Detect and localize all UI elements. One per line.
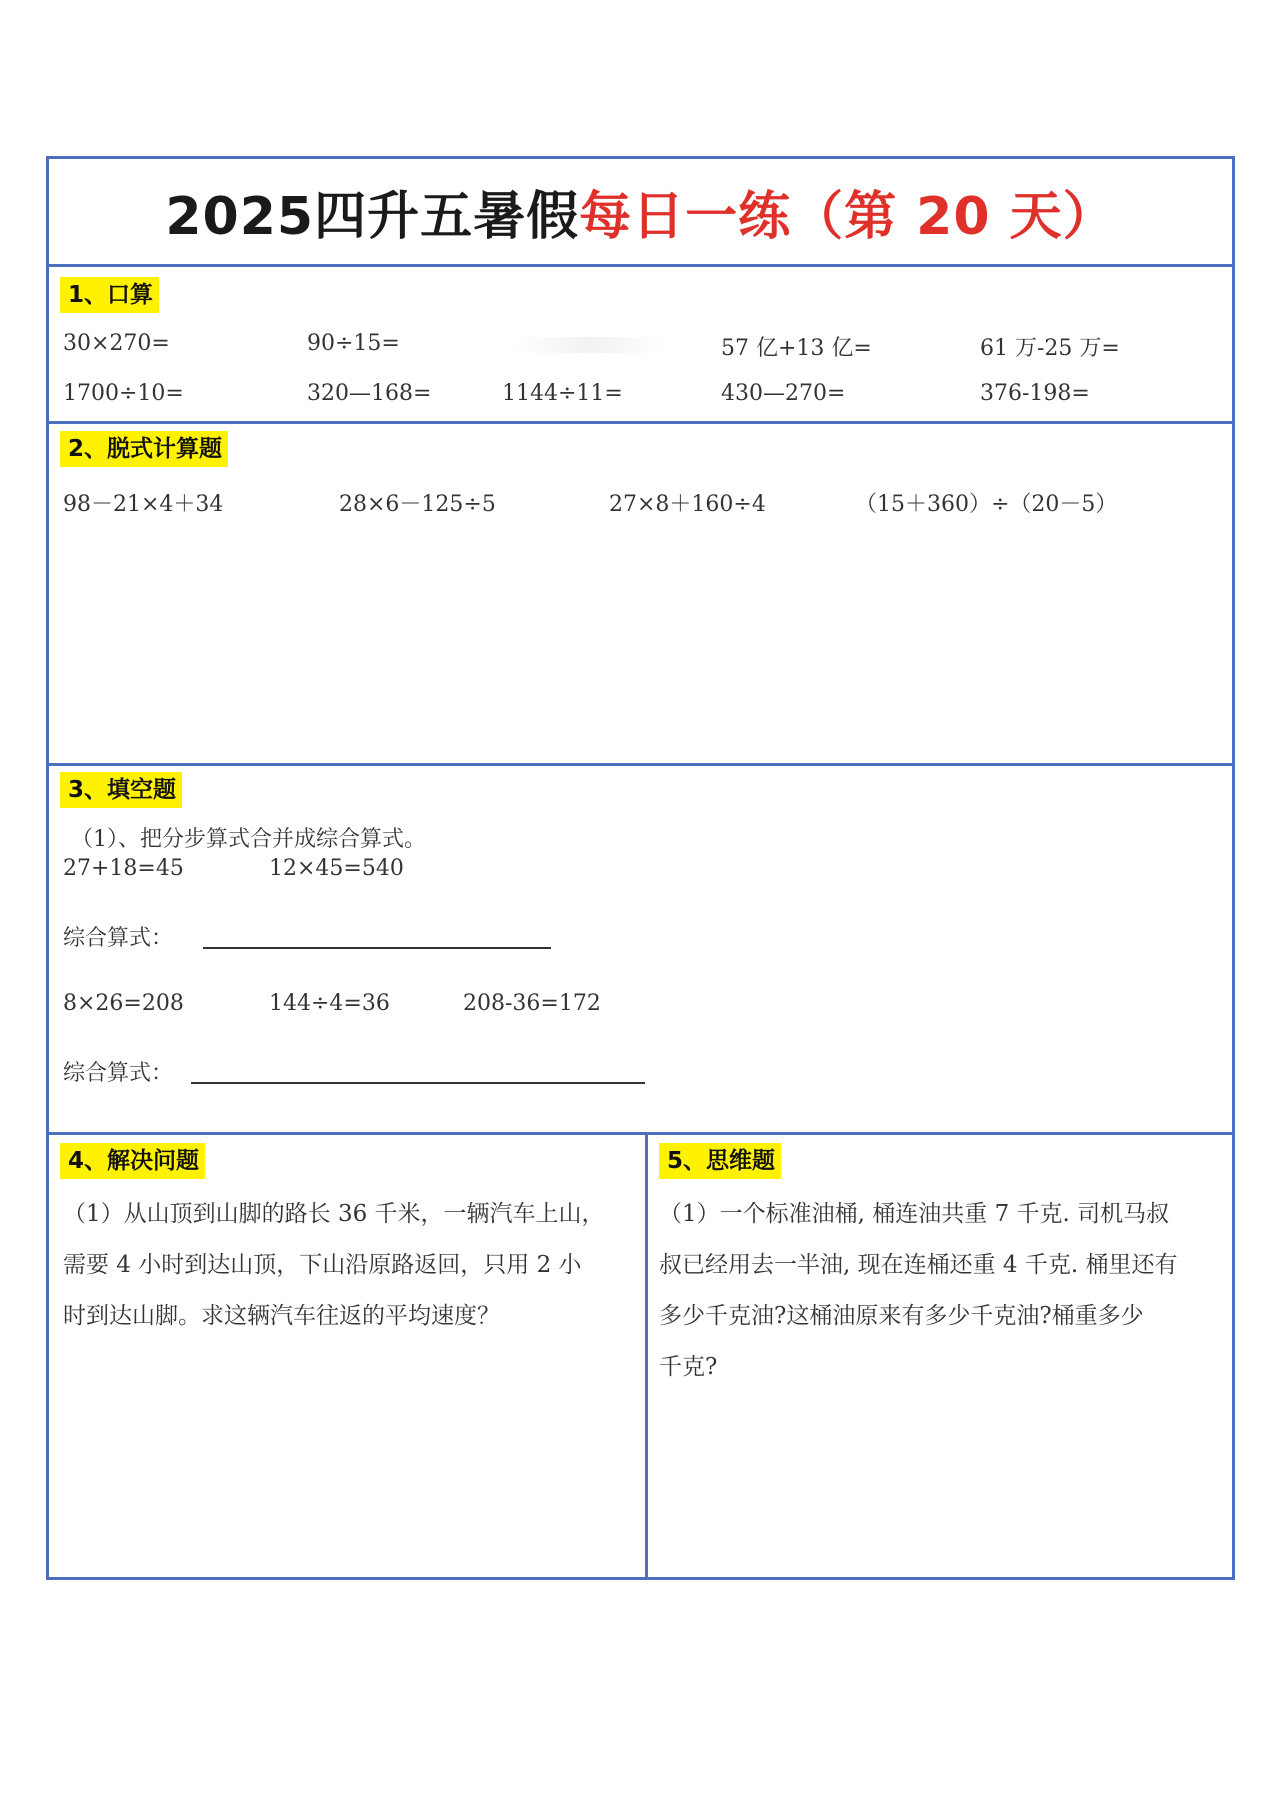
combined-label: 综合算式：: [63, 926, 174, 951]
problem-line: 时到达山脚。求这辆汽车往返的平均速度？: [63, 1303, 500, 1329]
title-main: 2025四升五暑假: [165, 187, 580, 247]
section-2-heading: 2、脱式计算题: [60, 431, 228, 467]
problem-line: 叔已经用去一半油, 现在连桶还重 4 千克. 桶里还有: [659, 1252, 1178, 1278]
problem-line: （1）从山顶到山脚的路长 36 千米，一辆汽车上山，: [63, 1201, 605, 1227]
expression-item: 27×8＋160÷4: [609, 492, 766, 517]
section-3-heading: 3、填空题: [60, 772, 182, 808]
oral-calc-item: 1700÷10=: [63, 381, 184, 406]
divider: [49, 264, 1232, 267]
oral-calc-item: 90÷15=: [307, 331, 400, 356]
worksheet-frame: [46, 156, 1235, 1580]
erased-area: [515, 337, 665, 353]
answer-blank[interactable]: [191, 1082, 645, 1084]
problem-line: 千克?: [659, 1354, 718, 1380]
problem-text: [63, 1189, 605, 1342]
step-equation: 8×26=208: [63, 991, 184, 1016]
problem-line: （1）一个标准油桶, 桶连油共重 7 千克. 司机马叔: [659, 1201, 1170, 1227]
section-5-heading: 5、思维题: [659, 1143, 781, 1179]
fill-instruction: （1）、把分步算式合并成综合算式。: [71, 827, 426, 852]
expression-item: 98－21×4＋34: [63, 492, 224, 517]
divider: [49, 1132, 1232, 1135]
section-4-heading: 4、解决问题: [60, 1143, 205, 1179]
divider: [49, 763, 1232, 766]
oral-calc-item: 376-198=: [980, 381, 1090, 406]
title-day: 每日一练（第 20 天）: [579, 187, 1116, 247]
problem-line: 需要 4 小时到达山顶，下山沿原路返回，只用 2 小: [63, 1252, 582, 1278]
combined-label: 综合算式：: [63, 1061, 174, 1086]
oral-calc-item: 57 亿+13 亿=: [721, 336, 872, 361]
expression-item: （15＋360）÷（20－5）: [855, 492, 1118, 517]
step-equation: 12×45=540: [269, 856, 404, 881]
worksheet-title: [49, 159, 1232, 264]
oral-calc-item: 30×270=: [63, 331, 170, 356]
divider: [49, 421, 1232, 424]
thinking-problem-text: [659, 1189, 1178, 1393]
oral-calc-item: 430—270=: [721, 381, 846, 406]
problem-line: 多少千克油?这桶油原来有多少千克油?桶重多少: [659, 1303, 1144, 1329]
step-equation: 27+18=45: [63, 856, 184, 881]
answer-blank[interactable]: [203, 947, 551, 949]
oral-calc-item: 1144÷11=: [502, 381, 623, 406]
step-equation: 144÷4=36: [269, 991, 390, 1016]
oral-calc-item: 61 万-25 万=: [980, 336, 1120, 361]
expression-item: 28×6－125÷5: [339, 492, 496, 517]
column-divider: [645, 1132, 648, 1580]
step-equation: 208-36=172: [463, 991, 601, 1016]
oral-calc-item: 320—168=: [307, 381, 432, 406]
section-1-heading: 1、口算: [60, 277, 159, 313]
